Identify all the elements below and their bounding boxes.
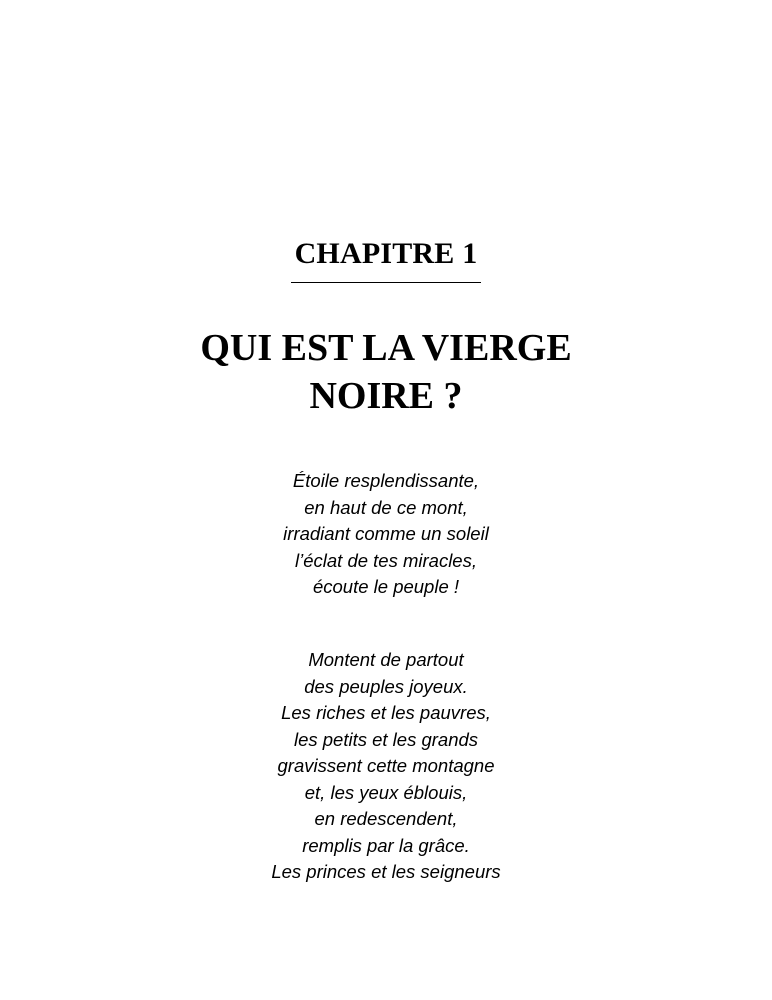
chapter-title-line: QUI EST LA VIERGE [200, 327, 572, 369]
poem-stanza-1 [0, 468, 772, 601]
poem-line: en haut de ce mont, [304, 496, 468, 518]
poem-line: Les riches et les pauvres, [281, 702, 491, 723]
poem-line: Étoile resplendissante, [292, 470, 480, 491]
poem-line: les petits et les grands [293, 728, 479, 750]
poem-line: remplis par la grâce. [302, 834, 470, 856]
chapter-underline-divider [291, 282, 481, 283]
poem-line: gravissent cette montagne [277, 755, 495, 776]
chapter-title [0, 324, 772, 420]
chapter-title-line: NOIRE ? [309, 375, 463, 417]
poem-line: irradiant comme un soleil [283, 523, 489, 544]
poem-stanza-2 [0, 647, 772, 886]
poem-line: des peuples joyeux. [304, 675, 468, 697]
poem-line: écoute le peuple ! [312, 576, 460, 597]
poem-line: et, les yeux éblouis, [304, 781, 468, 803]
poem-line: l’éclat de tes miracles, [295, 549, 477, 571]
chapter-label: CHAPITRE 1 [294, 237, 478, 270]
poem-line: Montent de partout [308, 649, 464, 670]
poem-line: en redescendent, [314, 808, 458, 829]
poem-line: Les princes et les seigneurs [271, 861, 501, 882]
